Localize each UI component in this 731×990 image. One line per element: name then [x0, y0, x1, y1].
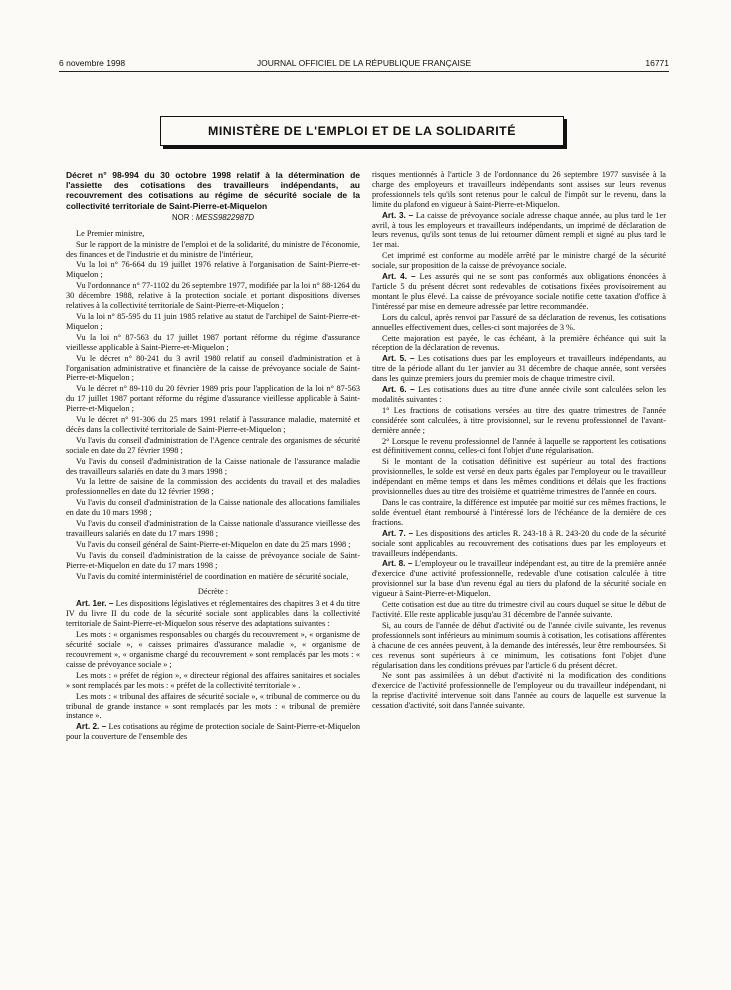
- paragraph: Vu la lettre de saisine de la commission des accidents du travail et des maladies professionnelles en date du 12 février 1998 ;: [66, 477, 360, 497]
- paragraph: [66, 630, 360, 670]
- article-text: Si, au cours de l'année de début d'activité ou de l'année civile suivante, les revenus professionnels sont inférieurs au minimum soumis à cotisation, les cotisations afférentes à chacune de ces années peuvent, à la demande des intéressés, leur être remboursées. Si ces revenus sont supérieurs à ce minimum, les cotisations font l'objet d'une régularisation dans les conditions prévues par l'article 6 du présent décret.: [372, 620, 666, 670]
- paragraph: [372, 211, 666, 251]
- paragraph: [372, 354, 666, 384]
- paragraph: Vu la loi n° 87-563 du 17 juillet 1987 portant réforme du régime d'assurance vieillesse applicable à Saint-Pierre-et-Miquelon ;: [66, 332, 360, 352]
- header-rule: [59, 71, 669, 72]
- paragraph: [372, 498, 666, 528]
- article-text: Si le montant de la cotisation définitive est supérieur au total des fractions provisionnelles, le solde est versé en deux parts égales par l'employeur ou le travailleur indépendant en même temps et dans les mêmes conditions et délais que les fractions provisionnelles dues au titre des troisième et quatrième trimestres de l'année en cours.: [372, 457, 666, 497]
- paragraph: [66, 599, 360, 629]
- article-label: Art. 1er. –: [76, 599, 114, 609]
- article-text: Les cotisations dues au titre d'une année civile sont calculées selon les modalités suivantes :: [372, 385, 666, 404]
- paragraph: [372, 272, 666, 312]
- right-paragraphs: [372, 170, 666, 711]
- paragraph: Vu l'avis du comité interministériel de coordination en matière de sécurité sociale,: [76, 571, 349, 581]
- paragraph: [372, 621, 666, 671]
- article-text: Cet imprimé est conforme au modèle arrêté par le ministre chargé de la sécurité sociale, sur proposition de la caisse de prévoyance sociale.: [372, 251, 666, 271]
- paragraph: Vu l'avis du conseil d'administration de la caisse de prévoyance sociale de Saint-Pierre-et-Miquelon en date du 17 mars 1998 ;: [66, 550, 360, 570]
- header-page-number: 16771: [645, 58, 669, 68]
- paragraph: Vu le décret n° 80-241 du 3 avril 1980 relatif au conseil d'administration et à l'organisation administrative et financière de la caisse de prévoyance sociale de Saint-Pierre-et-Miquelon ;: [66, 353, 360, 383]
- article-label: Art. 3. –: [382, 210, 414, 220]
- paragraph: [372, 251, 666, 271]
- paragraph: Vu l'avis du conseil d'administration de la Caisse nationale des allocations familiales en date du 10 mars 1998 ;: [66, 498, 360, 518]
- article-label: Art. 6. –: [382, 385, 415, 395]
- paragraph: Vu l'avis du conseil d'administration de l'Agence centrale des organismes de sécurité sociale en date du 27 février 1998 ;: [66, 435, 360, 455]
- article-text: Dans le cas contraire, la différence est imputée par moitié sur ces mêmes fractions, le solde éventuel étant remboursé à l'intéressé lors de l'échéance de la dernière de ces fractions.: [372, 498, 666, 527]
- header-date: 6 novembre 1998: [59, 58, 126, 68]
- paragraph: Vu l'avis du conseil général de Saint-Pierre-et-Miquelon en date du 25 mars 1998 ;: [76, 539, 351, 549]
- article-text: Les mots : « tribunal des affaires de sécurité sociale », « tribunal de commerce ou du tribunal de grande instance » sont remplacés par les mots : « tribunal de première instance ».: [66, 691, 360, 721]
- paragraph: Vu l'avis du conseil d'administration de la Caisse nationale de l'assurance maladie des travailleurs salariés en date du 3 mars 1998 ;: [66, 456, 360, 476]
- article-text: Les mots : « préfet de région », « directeur régional des affaires sanitaires et sociales » sont remplacés par les mots : « préfet de la collectivité territoriale » .: [66, 670, 360, 690]
- paragraph: [372, 559, 666, 599]
- article-text: Les cotisations dues par les employeurs et travailleurs indépendants, au titre de la période allant du 1er janvier au 31 décembre de chaque année, sont versées dans les quinze premiers jours du premier mois de chaque trimestre civil.: [372, 354, 666, 384]
- paragraph: [372, 457, 666, 497]
- article-label: Art. 8. –: [382, 559, 413, 569]
- article-label: Art. 4. –: [382, 272, 416, 282]
- article-text: Ne sont pas assimilées à un début d'activité ni la modification des conditions d'exercice de l'activité professionnelle de l'employeur ou du travailleur indépendant, ni la reprise d'activité intervenue soit dans l'année au cours de laquelle est survenue la cessation d'activité, soit dans l'année suivante.: [372, 671, 666, 711]
- paragraph: Vu la loi n° 85-595 du 11 juin 1985 relative au statut de l'archipel de Saint-Pierre-et-Miquelon ;: [66, 311, 360, 331]
- paragraph: [66, 722, 360, 742]
- article-text: Les dispositions des articles R. 243-18 à R. 243-20 du code de la sécurité sociale sont applicables au recouvrement des cotisations dues par les employeurs et travailleurs indépendants.: [372, 528, 666, 558]
- paragraph: [372, 334, 666, 354]
- article-label: Art. 2. –: [76, 722, 107, 732]
- article-text: 1° Les fractions de cotisations versées au titre des quatre trimestres de l'année considérée sont calculées, à titre provisionnel, sur le revenu professionnel de l'avant-dernière année ;: [372, 405, 666, 435]
- article-text: Les dispositions législatives et réglementaires des chapitres 3 et 4 du titre IV du livre II du code de la sécurité sociale sont applicables dans la collectivité territoriale de Saint-Pierre-et-Miquelon sous réserve des adaptations suivantes :: [66, 599, 360, 629]
- article-text: Les mots : « organismes responsables ou chargés du recouvrement », « organisme de sécurité sociale », « caisses primaires d'assurance maladie », « organisme de recouvrement », « organisme chargé du recouvrement » sont remplacés par les mots : « caisse de prévoyance sociale » ;: [66, 630, 360, 669]
- right-column: [372, 170, 666, 980]
- nor-value: MESS9822987D: [195, 212, 254, 222]
- paragraph: [66, 692, 360, 722]
- paragraph: [372, 170, 666, 210]
- decrete-heading: Décrète :: [197, 586, 229, 596]
- article-text: 2° Lorsque le revenu professionnel de l'année à laquelle se rapportent les cotisations est définitivement connu, celles-ci font l'objet d'une régularisation.: [372, 436, 666, 456]
- paragraph: Vu l'ordonnance n° 77-1102 du 26 septembre 1977, modifiée par la loi n° 88-1264 du 30 décembre 1988, relative à la protection sociale et portant dispositions diverses relatives à la collectivité territoriale de Saint-Pierre-et-Miquelon ;: [66, 281, 360, 311]
- paragraph: [372, 437, 666, 457]
- paragraph: [372, 600, 666, 620]
- article-text: Cette majoration est payée, le cas échéant, à la première échéance qui suit la réception de la déclaration de revenus.: [372, 333, 666, 353]
- header-journal-title: JOURNAL OFFICIEL DE LA RÉPUBLIQUE FRANÇAISE: [256, 58, 472, 68]
- paragraph: Vu l'avis du conseil d'administration de la Caisse nationale d'assurance vieillesse des travailleurs salariés en date du 17 mars 1998 ;: [66, 519, 360, 538]
- article-text: Les assurés qui ne se sont pas conformés aux obligations énoncées à l'article 5 du présent décret sont redevables de cotisations fixées provisoirement au montant le plus élevé. La caisse de prévoyance sociale notifie cette taxation d'office à l'intéressé par mise en demeure adressée par lettre recommandée.: [372, 272, 666, 311]
- article-text: Cette cotisation est due au titre du trimestre civil au cours duquel se situe le début de l'activité. Elle reste applicable jusqu'au 31 décembre de l'année suivante.: [372, 600, 666, 619]
- paragraph: Vu le décret n° 89-110 du 20 février 1989 pris pour l'application de la loi n° 87-563 du 17 juillet 1987 portant réforme du régime d'assurance vieillesse applicable à Saint-Pierre-et-Miquelon ;: [66, 384, 360, 414]
- paragraph: [372, 313, 666, 333]
- paragraph: [372, 385, 666, 405]
- paragraph: [372, 406, 666, 436]
- paragraph: Vu la loi n° 76-664 du 19 juillet 1976 relative à l'organisation de Saint-Pierre-et-Miquelon ;: [66, 260, 360, 280]
- article-text: Les cotisations au régime de protection sociale de Saint-Pierre-et-Miquelon pour la couverture de l'ensemble des: [66, 722, 360, 742]
- left-paragraphs: [66, 229, 360, 582]
- decree-title: Décret n° 98-994 du 30 octobre 1998 relatif à la détermination de l'assiette des cotisations des travailleurs indépendants, au recouvrement des cotisations au régime de sécurité sociale de la collectivité territoriale de Saint-Pierre-et-Miquelon: [66, 170, 360, 211]
- article-label: Art. 5. –: [382, 354, 415, 364]
- ministry-title: MINISTÈRE DE L'EMPLOI ET DE LA SOLIDARITÉ: [160, 116, 564, 146]
- nor-reference: [66, 213, 360, 223]
- paragraph: Vu le décret n° 91-306 du 25 mars 1991 relatif à l'assurance maladie, maternité et décès dans la collectivité territoriale de Saint-Pierre-et-Miquelon ;: [66, 415, 360, 434]
- left-column: [66, 170, 360, 980]
- left-articles: [66, 599, 360, 742]
- paragraph: [66, 671, 360, 691]
- paragraph: [372, 529, 666, 559]
- article-text: La caisse de prévoyance sociale adresse chaque année, au plus tard le 1er avril, à tous les employeurs et travailleurs indépendants, un imprimé de déclaration de leurs revenus, qu'ils sont tenus de lui retourner dûment rempli et signé au plus tard le 1er mai.: [372, 210, 666, 250]
- article-text: risques mentionnés à l'article 3 de l'ordonnance du 26 septembre 1977 susvisée à la charge des employeurs et travailleurs indépendants sont assises sur leurs revenus professionnels tels qu'ils sont retenus pour le calcul de l'impôt sur le revenu, dans la limite du plafond en vigueur à Saint-Pierre-et-Miquelon.: [372, 170, 666, 209]
- article-text: Lors du calcul, après renvoi par l'assuré de sa déclaration de revenus, les cotisations annuelles effectivement dues, celles-ci sont majorées de 3 %.: [372, 312, 666, 332]
- page-header: [59, 58, 669, 70]
- paragraph: [372, 671, 666, 711]
- paragraph: Sur le rapport de la ministre de l'emploi et de la solidarité, du ministre de l'économie, des finances et de l'industrie et du ministre de l'intérieur,: [66, 239, 360, 259]
- article-text: L'employeur ou le travailleur indépendant est, au titre de la première année d'exercice d'une activité professionnelle, redevable d'une cotisation calculée à titre provisionnel sur la base d'un revenu égal au tiers du plafond de la sécurité sociale en vigueur à Saint-Pierre-et-Miquelon.: [372, 559, 666, 599]
- nor-label: NOR :: [172, 212, 194, 222]
- article-label: Art. 7. –: [382, 528, 414, 538]
- paragraph: Le Premier ministre,: [76, 228, 145, 238]
